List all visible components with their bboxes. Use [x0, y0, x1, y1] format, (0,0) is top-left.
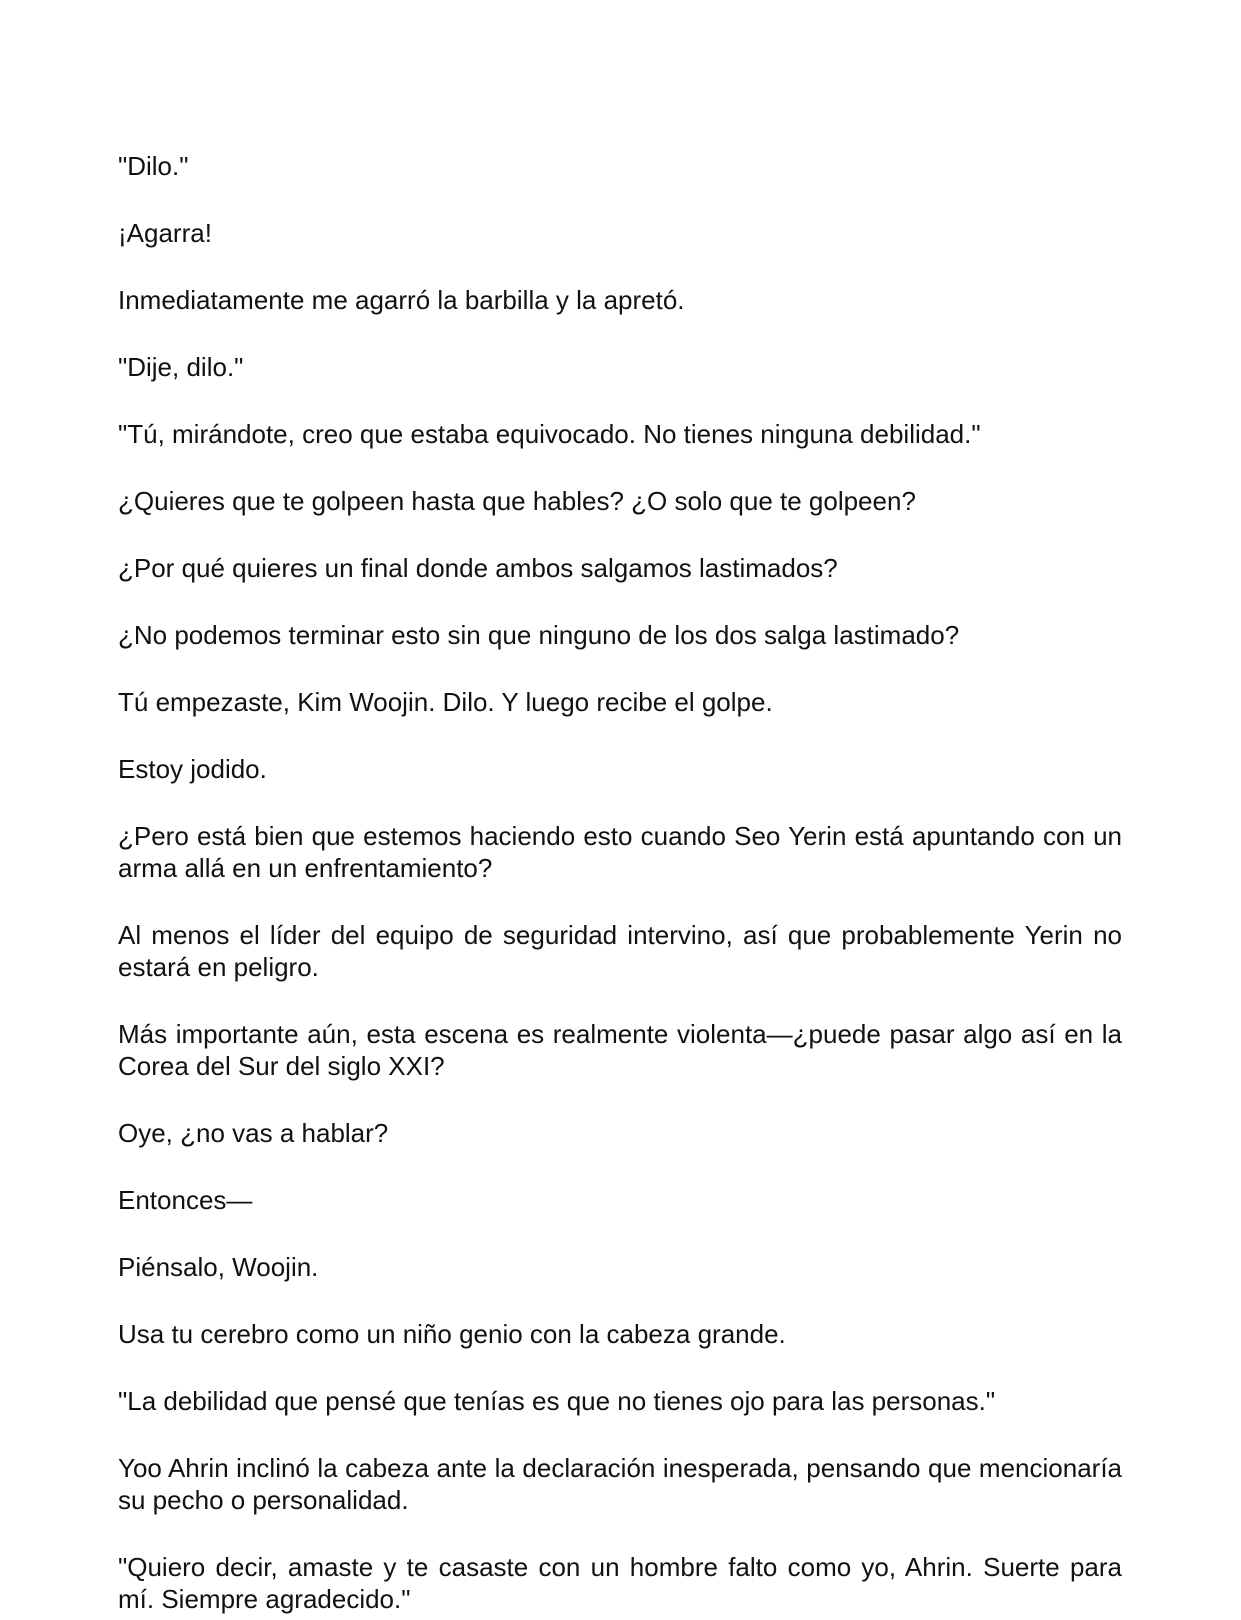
- paragraph-16: Piénsalo, Woojin.: [118, 1252, 319, 1282]
- paragraph-15: Entonces—: [118, 1185, 253, 1215]
- paragraph-8: ¿No podemos terminar esto sin que ninguno de los dos salga lastimado?: [118, 620, 960, 650]
- paragraph-6: ¿Quieres que te golpeen hasta que hables? ¿O solo que te golpeen?: [118, 486, 916, 516]
- paragraph-9: Tú empezaste, Kim Woojin. Dilo. Y luego recibe el golpe.: [118, 687, 773, 717]
- paragraph-20: "Quiero decir, amaste y te casaste con un hombre falto como yo, Ahrin. Suerte para mí. Siempre agradecido.": [118, 1552, 1122, 1614]
- paragraph-10: Estoy jodido.: [118, 754, 267, 784]
- paragraph-11: ¿Pero está bien que estemos haciendo esto cuando Seo Yerin está apuntando con un arma allá en un enfrentamiento?: [118, 821, 1122, 883]
- paragraph-2: ¡Agarra!: [118, 218, 212, 248]
- paragraph-1: "Dilo.": [118, 151, 189, 181]
- paragraph-18: "La debilidad que pensé que tenías es que no tienes ojo para las personas.": [118, 1386, 996, 1416]
- paragraph-4: "Dije, dilo.": [118, 352, 244, 382]
- paragraph-13: Más importante aún, esta escena es realmente violenta—¿puede pasar algo así en la Corea del Sur del siglo XXI?: [118, 1019, 1122, 1081]
- paragraph-17: Usa tu cerebro como un niño genio con la cabeza grande.: [118, 1319, 786, 1349]
- paragraph-12: Al menos el líder del equipo de seguridad intervino, así que probablemente Yerin no estará en peligro.: [118, 920, 1122, 982]
- paragraph-3: Inmediatamente me agarró la barbilla y la apretó.: [118, 285, 685, 315]
- paragraph-14: Oye, ¿no vas a hablar?: [118, 1118, 389, 1148]
- paragraph-19: Yoo Ahrin inclinó la cabeza ante la declaración inesperada, pensando que mencionaría su pecho o personalidad.: [118, 1453, 1122, 1515]
- paragraph-7: ¿Por qué quieres un final donde ambos salgamos lastimados?: [118, 553, 838, 583]
- paragraph-5: "Tú, mirándote, creo que estaba equivocado. No tienes ninguna debilidad.": [118, 419, 981, 449]
- text-column: [118, 150, 1122, 1620]
